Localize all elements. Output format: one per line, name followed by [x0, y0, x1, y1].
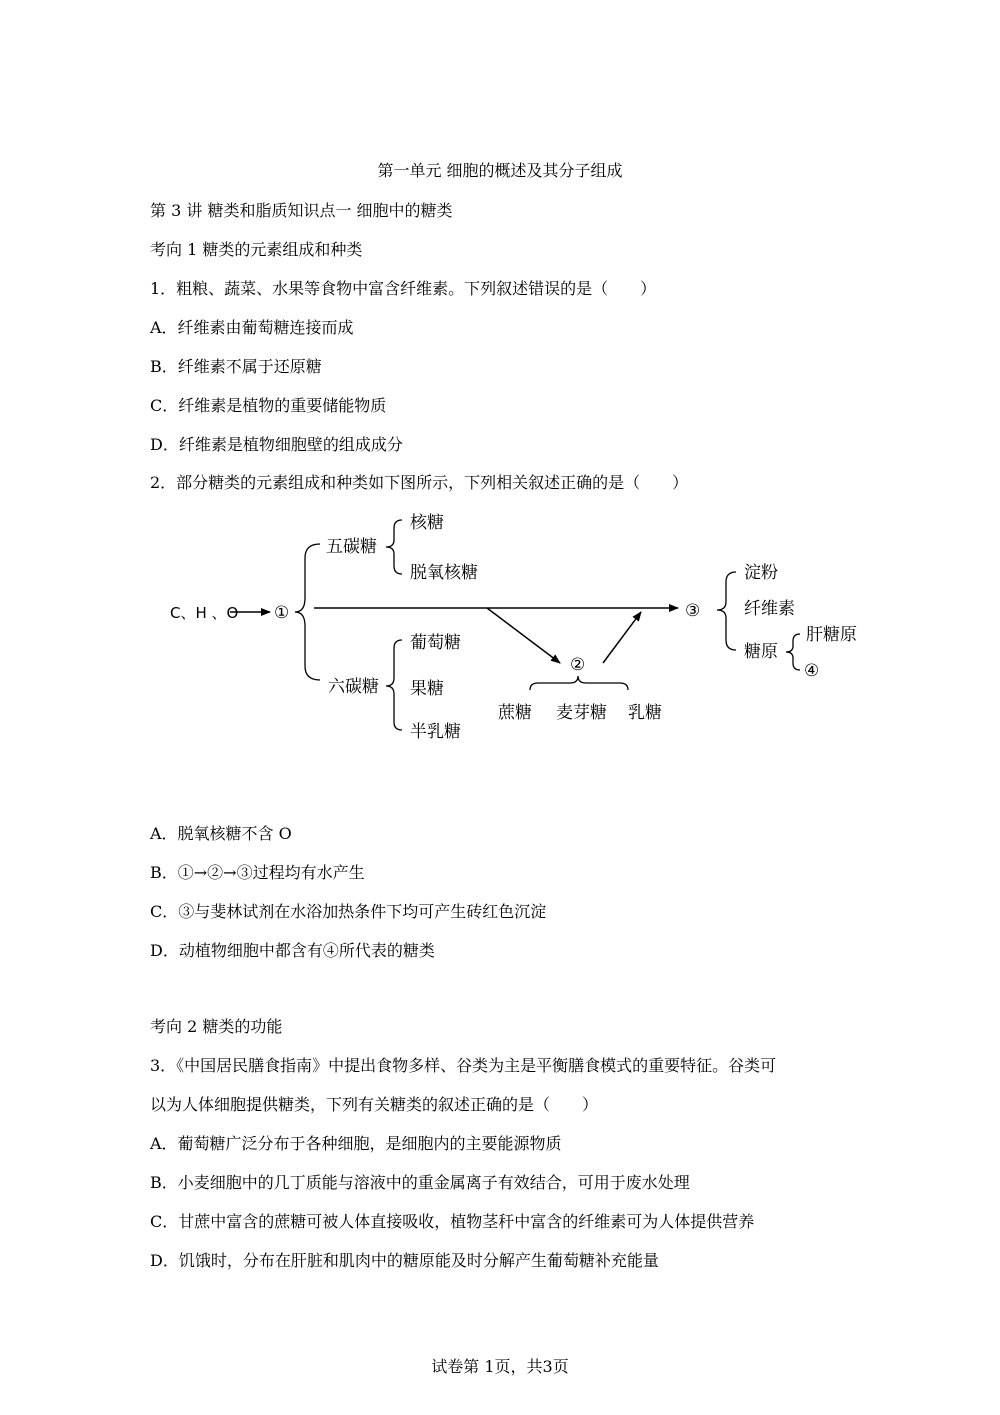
q3-option-c: C．甘蔗中富含的蔗糖可被人体直接吸收，植物茎秆中富含的纤维素可为人体提供营养 [150, 1212, 755, 1231]
glycogen-label: 糖原 [744, 642, 778, 662]
q3-option-d: D．饥饿时，分布在肝脏和肌肉中的糖原能及时分解产生葡萄糖补充能量 [150, 1251, 659, 1270]
liver-glycogen-label: 肝糖原 [806, 625, 857, 645]
lactose-label: 乳糖 [628, 703, 662, 723]
doc-title: 第一单元 细胞的概述及其分子组成 [377, 161, 623, 180]
node-4: ④ [804, 661, 820, 681]
hexose-label: 六碳糖 [328, 677, 379, 697]
lecture-heading: 第 3 讲 糖类和脂质知识点一 细胞中的糖类 [150, 201, 453, 220]
arrow-2-to-3 [603, 612, 641, 663]
q3-option-b: B．小麦细胞中的几丁质能与溶液中的重金属离子有效结合，可用于废水处理 [150, 1173, 690, 1192]
q2-stem: 2．部分糖类的元素组成和种类如下图所示，下列相关叙述正确的是（ ） [150, 473, 689, 492]
q1-stem: 1．粗粮、蔬菜、水果等食物中富含纤维素。下列叙述错误的是（ ） [150, 279, 657, 298]
q1-option-d: D．纤维素是植物细胞壁的组成成分 [150, 435, 403, 454]
q1-option-a: A．纤维素由葡萄糖连接而成 [150, 318, 354, 337]
sucrose-label: 蔗糖 [498, 703, 532, 723]
q3-stem-line2: 以为人体细胞提供糖类，下列有关糖类的叙述正确的是（ ） [150, 1095, 599, 1114]
starch-label: 淀粉 [744, 563, 778, 583]
hexose-brace [386, 640, 402, 730]
q2-option-c: C．③与斐林试剂在水浴加热条件下均可产生砖红色沉淀 [150, 902, 547, 921]
node-2: ② [570, 655, 586, 675]
fructose-label: 果糖 [410, 679, 444, 699]
main-brace [295, 544, 320, 680]
q1-option-b: B．纤维素不属于还原糖 [150, 357, 322, 376]
sugar-classification-diagram [0, 500, 1000, 760]
q2-option-d: D．动植物细胞中都含有④所代表的糖类 [150, 941, 435, 960]
pentose-brace [386, 520, 402, 574]
q1-option-c: C．纤维素是植物的重要储能物质 [150, 396, 387, 415]
elements-label: C、H 、O [170, 604, 239, 622]
q3-option-a: A．葡萄糖广泛分布于各种细胞，是细胞内的主要能源物质 [150, 1134, 562, 1153]
q2-option-b: B．①→②→③过程均有水产生 [150, 863, 365, 882]
q2-option-a: A．脱氧核糖不含 O [150, 824, 292, 843]
q3-stem-line1: 3．《中国居民膳食指南》中提出食物多样、谷类为主是平衡膳食模式的重要特征。谷类可 [150, 1056, 777, 1075]
galactose-label: 半乳糖 [410, 722, 461, 742]
maltose-label: 麦芽糖 [556, 703, 607, 723]
disaccharide-brace [530, 676, 628, 690]
cellulose-label: 纤维素 [744, 599, 795, 619]
page-footer: 试卷第 1页，共3页 [431, 1357, 569, 1376]
section1-heading: 考向 1 糖类的元素组成和种类 [150, 240, 363, 259]
glucose-label: 葡萄糖 [410, 633, 461, 653]
deoxyribose-label: 脱氧核糖 [410, 563, 478, 583]
arrow-to-2 [487, 608, 560, 663]
pentose-label: 五碳糖 [326, 537, 377, 557]
section2-heading: 考向 2 糖类的功能 [150, 1017, 283, 1036]
node-1: ① [274, 603, 290, 623]
polysaccharide-brace [717, 572, 736, 650]
glycogen-brace [786, 634, 800, 670]
ribose-label: 核糖 [410, 513, 444, 533]
node-3: ③ [685, 601, 701, 621]
